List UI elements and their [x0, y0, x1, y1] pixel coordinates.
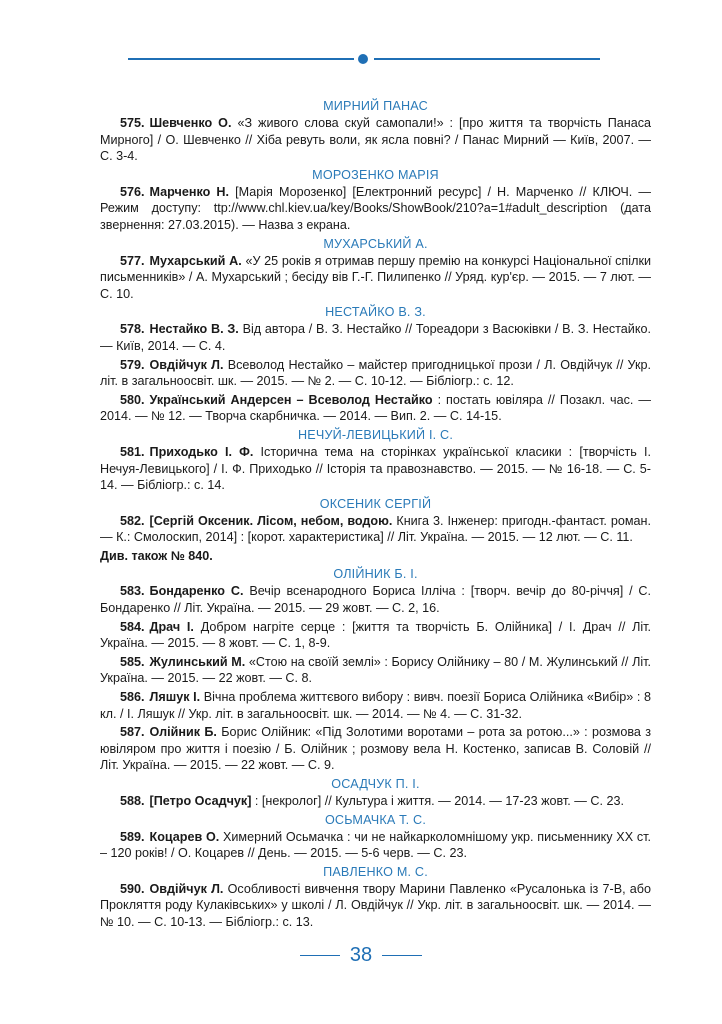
entry-text: Химерний Осьмачка : чи не найкарколомнішому укр. письменнику XX ст. – 120 років! / О. Коцарев // День. — 2015. — 5-6 черв. — С. 23. [100, 829, 651, 861]
entry-number: 578. [120, 322, 145, 337]
bibliography-entry [100, 444, 651, 494]
entry-text: Борис Олійник: «Під Золотими воротами – рота за ротою...» : розмова з ювіляром про життя і поезію / Б. Олійник ; розмову вела Н. Костенко, записав В. Соловій // Літ. Україна. — 2015. — 22 жовт. — С. 9. [100, 725, 651, 773]
bibliography-entry [100, 513, 651, 546]
entry-text: Історична тема на сторінках української класики : [творчість І. Нечуя-Левицького] / І. Ф. Приходько // Історія та правознавство. — 2015. — № 16-18. — С. 5-14. — Бібліогр.: с. 14. [100, 444, 652, 493]
entry-number: 585. [120, 654, 145, 669]
entry-number: 586. [120, 690, 145, 705]
entry-author: Нестайко В. З. [149, 322, 239, 337]
bibliography-entry [100, 184, 651, 234]
entry-number: 581. [120, 444, 145, 459]
entry-author: Жулинський М. [149, 654, 246, 669]
section-heading: ОКСЕНИК СЕРГІЙ [319, 496, 432, 511]
entry-number: 588. [120, 794, 145, 808]
entry-author: Драч І. [149, 619, 194, 634]
entry-text: Від автора / В. З. Нестайко // Тореадори з Васюківки / В. З. Нестайко. — Київ, 2014. — С. 4. [100, 322, 651, 353]
top-rule-dot [358, 54, 368, 64]
entry-text: Добром нагріте серце : [життя та творчість Б. Олійника] / І. Драч // Літ. Україна. — 2015. — 8 жовт. — С. 1, 8-9. [100, 619, 652, 651]
section-heading: ОСЬМАЧКА Т. С. [324, 812, 427, 827]
entry-text: Книга 3. Інженер: пригодн.-фантаст. роман. — К.: Смолоскип, 2014] : [корот. характеристика] // Літ. Україна. — 2015. — 12 лют. — С. 11. [100, 513, 651, 545]
bibliography-entry [100, 689, 651, 722]
entry-text: Вечір всенародного Бориса Ілліча : [творч. вечір до 80-річчя] / С. Бондаренко // Літ. Україна. — 2015. — 29 жовт. — С. 2, 16. [100, 584, 652, 616]
entry-number: 583. [120, 584, 145, 599]
entry-number: 589. [120, 829, 145, 844]
entry-text: Вічна проблема життєвого вибору : вивч. поезії Бориса Олійника «Вибір» : 8 кл. / І. Ляшук // Укр. літ. в загальноосвіт. шк. — 2014. — № 4. — С. 31-32. [100, 690, 651, 721]
page-number: 38 [349, 944, 373, 966]
entry-number: 587. [120, 725, 145, 740]
entry-text: Особливості вивчення твору Марини Павленко «Русалонька із 7-В, або Прокляття роду Кулаківських» у школі / Л. Овдійчук // Укр. літ. в загальноосвіт. шк. — 2014. — № 10. — С. 10-13. — Бібліогр.: с. 13. [100, 881, 652, 929]
bibliography-entry [100, 619, 651, 652]
bibliography-entry [100, 321, 651, 354]
section-heading: МУХАРСЬКИЙ А. [323, 236, 428, 251]
section-heading: НЕСТАЙКО В. З. [325, 305, 426, 320]
section-heading: ОСАДЧУК П. І. [331, 777, 420, 791]
bibliography-entry [100, 115, 651, 165]
bibliography-entry [100, 392, 651, 425]
section-heading: НЕЧУЙ-ЛЕВИЦЬКИЙ І. С. [297, 427, 454, 442]
footer-right-line [382, 955, 422, 956]
bibliography-entry [100, 724, 651, 774]
entry-author: Приходько І. Ф. [149, 444, 254, 459]
entry-author: Ляшук І. [149, 690, 201, 705]
entry-text: : [некролог] // Культура і життя. — 2014. — 17-23 жовт. — С. 23. [254, 794, 624, 808]
footer-left-line [300, 955, 340, 956]
entry-number: 576. [120, 184, 145, 199]
entry-author: Олійник Б. [149, 725, 217, 740]
entry-number: 575. [120, 116, 145, 130]
bibliography-entry [100, 357, 651, 390]
entry-text: Всеволод Нестайко – майстер пригодницької прози / Л. Овдійчук // Укр. літ. в загальноосвіт. шк. — 2015. — № 2. — С. 10-12. — Бібліогр.: с. 12. [100, 357, 651, 389]
entry-author: Коцарев О. [149, 829, 220, 844]
top-rule-right-line [374, 58, 600, 60]
entry-author: Овдійчук Л. [149, 357, 224, 372]
top-decorative-rule [128, 58, 600, 60]
entry-author: Овдійчук Л. [149, 881, 224, 896]
entry-text: «З живого слова скуй самопали!» : [про життя та творчість Панаса Мирного] / О. Шевченко // Хіба ревуть воли, як ясла повні? / Панас Мирний — Київ, 2007. — С. 3-4. [100, 116, 652, 164]
page-footer [0, 942, 722, 968]
top-rule-left-line [128, 58, 354, 60]
bibliography-entry [100, 793, 651, 810]
entry-author: Марченко Н. [149, 184, 229, 199]
entry-number: 580. [120, 392, 145, 407]
entry-text: [Марія Морозенко] [Електронний ресурс] / Н. Марченко // КЛЮЧ. — Режим доступу: ttp://www.chl.kiev.ua/key/Books/ShowBook/210?a=1#adult_description (дата звернення: 27.03.2015). — Назва з екрана. [100, 184, 652, 232]
section-heading: ПАВЛЕНКО М. С. [323, 864, 428, 879]
entry-author: Мухарський А. [149, 253, 242, 268]
entry-number: 579. [120, 357, 145, 372]
bibliography-entry [100, 583, 651, 616]
section-heading: МОРОЗЕНКО МАРІЯ [312, 167, 439, 182]
section-heading: ОЛІЙНИК Б. І. [333, 567, 418, 582]
entry-author: [Петро Осадчук] [149, 794, 252, 808]
bibliography-entry [100, 253, 651, 303]
entry-author: [Сергій Оксеник. Лісом, небом, водою. [149, 513, 393, 528]
entry-text: : постать ювіляра // Позакл. час. — 2014. — № 12. — Творча скарбничка. — 2014. — Вип. 2. — С. 14-15. [100, 392, 651, 424]
bibliography-entry [100, 881, 651, 931]
bibliography-entry [100, 654, 651, 687]
entry-author: Бондаренко С. [149, 584, 244, 599]
entry-author: Український Андерсен – Всеволод Нестайко [149, 392, 433, 407]
entry-number: 590. [120, 881, 145, 896]
entry-author: Шевченко О. [149, 116, 232, 130]
bibliography-content [100, 98, 651, 933]
entry-number: 582. [120, 513, 145, 528]
entry-number: 584. [120, 619, 145, 634]
section-heading: МИРНИЙ ПАНАС [323, 99, 428, 113]
see-also-note: Див. також № 840. [100, 548, 213, 563]
entry-text: «У 25 років я отримав першу премію на конкурсі Національної спілки письменників» / А. Мухарський ; бесіду вів Г.-Г. Пилипенко // Уряд. кур'єр. — 2015. — 7 лют. — С. 10. [100, 253, 651, 301]
bibliography-entry [100, 829, 651, 862]
entry-number: 577. [120, 253, 145, 268]
entry-text: «Стою на своїй землі» : Борису Олійнику – 80 / М. Жулинський // Літ. Україна. — 2015. — 22 жовт. — С. 8. [100, 654, 652, 686]
